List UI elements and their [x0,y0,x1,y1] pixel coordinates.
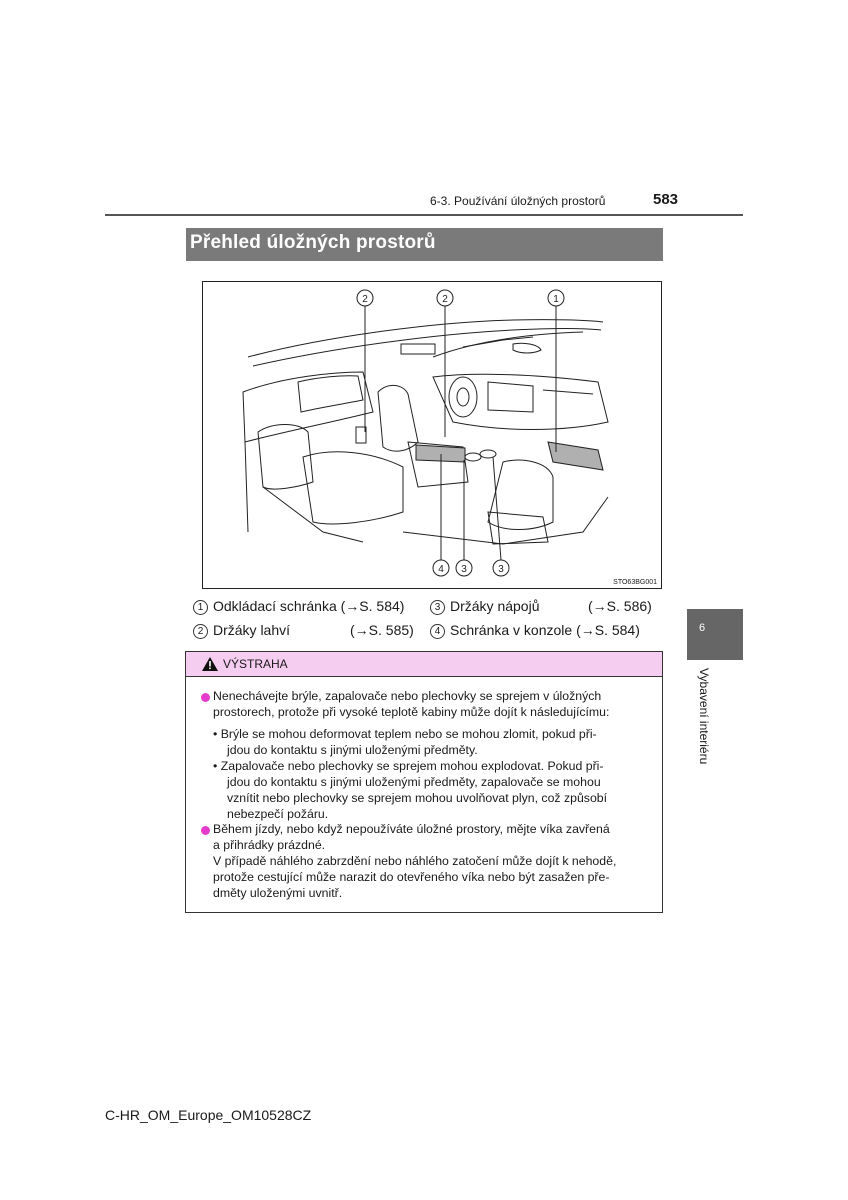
legend-number: 3 [430,600,445,615]
warning-line: protože cestující může narazit do otevřeného víka nebo být zasažen pře- [213,870,610,884]
figure-code: STO63BG001 [613,579,657,586]
legend-name: Držáky lahví [213,622,291,638]
section-title: 6-3. Používání úložných prostorů [430,194,606,208]
callout-label: 2 [442,294,448,305]
legend-name: Držáky nápojů [450,598,540,614]
callout-top-1 [357,290,373,432]
legend-ref: (→S. 586) [588,598,652,614]
car-interior-drawing [203,282,661,588]
interior-illustration [202,281,662,589]
page-number: 583 [653,191,679,208]
legend-ref: (→S. 584) [576,622,640,638]
warning-line: dměty uloženými uvnitř. [213,886,343,900]
warning-label: VÝSTRAHA [223,657,288,671]
chapter-tab [687,609,743,660]
legend-ref: (→S. 584) [340,598,405,614]
bullet-dot [201,826,210,835]
callout-top-3 [548,290,564,452]
legend-name: Schránka v konzole [450,622,573,638]
warning-line: V případě náhlého zabrzdění nebo náhlého zatočení může dojít k nehodě, [213,854,617,868]
legend-number: 4 [430,624,445,639]
callout-label: 1 [553,294,559,305]
callout-top-2 [437,290,453,437]
chapter-label: Vybavení interiéru [697,668,711,765]
warning-line: vznítit nebo plechovky se sprejem mohou uvolňovat plyn, což způsobí [227,791,608,805]
callout-bottom-3 [493,457,509,576]
document-code: C-HR_OM_Europe_OM10528CZ [105,1107,312,1123]
page-title-bar [186,228,663,261]
warning-line: nebezpečí požáru. [227,807,329,821]
chapter-number: 6 [699,622,706,634]
warning-line: • Zapalovače nebo plechovky se sprejem mohou explodovat. Pokud při- [213,759,604,773]
warning-line: jdou do kontaktu s jinými uloženými předměty, zapalovače se mohou [227,775,601,789]
warning-line: Nenechávejte brýle, zapalovače nebo plechovky se sprejem v úložných [213,689,602,703]
warning-box [185,651,663,913]
warning-line: • Brýle se mohou deformovat teplem nebo se mohou zlomit, pokud při- [213,727,597,741]
legend-name: Odkládací schránka [213,598,337,614]
legend-item [430,622,640,639]
warning-line: Během jízdy, nebo když nepoužíváte úložné prostory, mějte víka zavřená [213,822,610,836]
warning-line: a přihrádky prázdné. [213,838,326,852]
callout-bottom-1 [433,454,449,576]
callout-label: 3 [498,564,504,575]
warning-triangle-icon [202,657,218,671]
callout-bottom-2 [456,460,472,576]
legend-item [430,598,652,615]
warning-line: jdou do kontaktu s jinými uloženými předměty. [227,743,478,757]
header-rule [105,214,743,216]
callout-label: 2 [362,294,368,305]
warning-header [186,652,662,677]
page-title: Přehled úložných prostorů [190,232,436,253]
legend-ref: (→S. 585) [350,622,414,638]
legend-item [193,598,404,615]
warning-line: prostorech, protože při vysoké teplotě kabiny může dojít k následujícímu: [213,705,610,719]
callout-label: 3 [461,564,467,575]
legend-item [193,622,414,639]
legend-number: 2 [193,624,208,639]
bullet-dot [201,693,210,702]
callout-label: 4 [438,564,444,575]
legend-number: 1 [193,600,208,615]
